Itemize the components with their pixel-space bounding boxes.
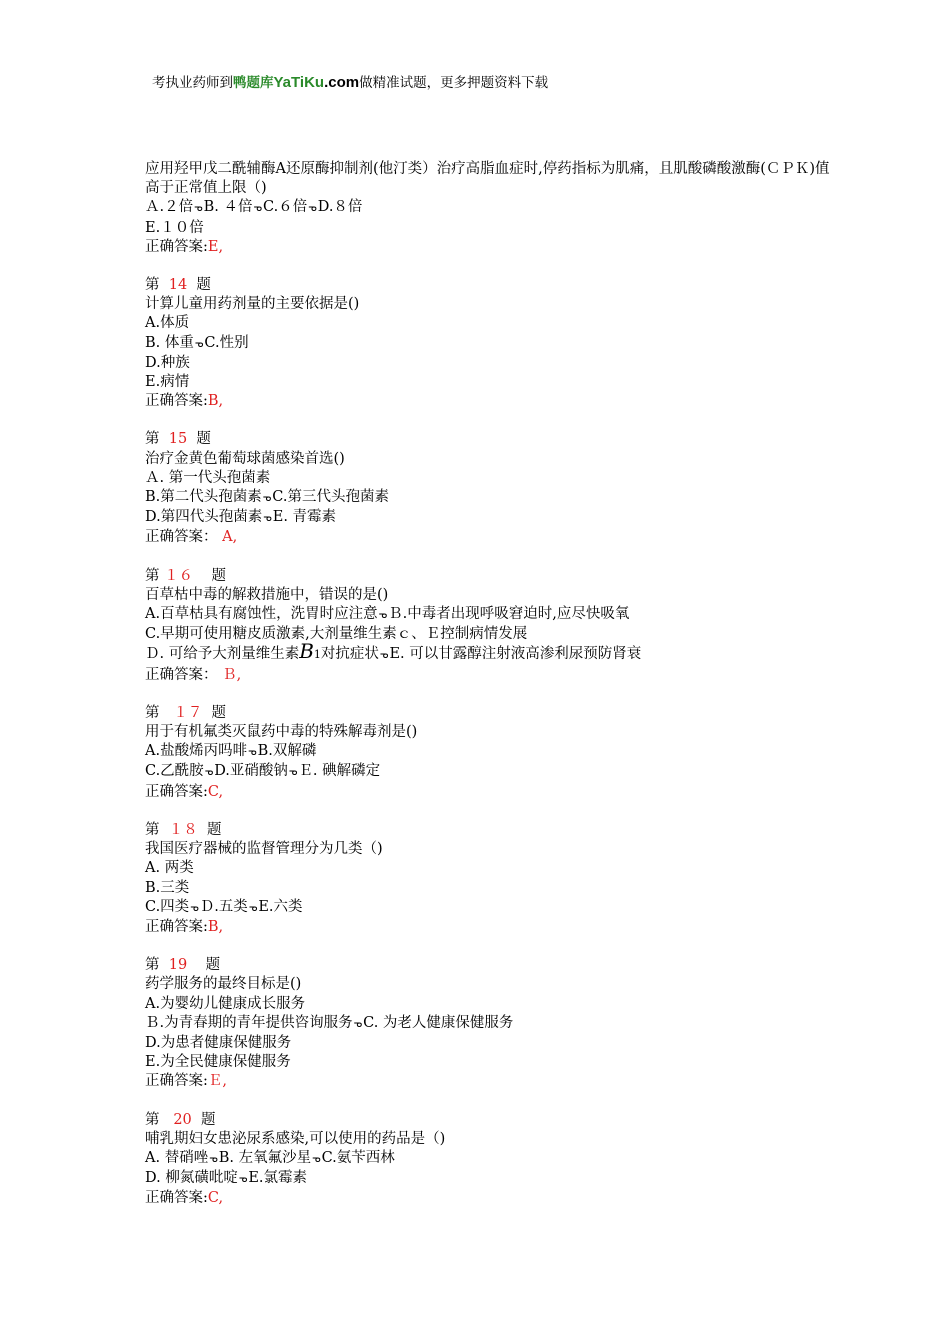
option-d-text-end: 对抗症状	[320, 646, 379, 663]
answer-value: C,	[207, 1190, 224, 1207]
answer-label: 正确答案:	[145, 1073, 208, 1090]
separator-icon: ᓀ	[248, 902, 258, 914]
question-19	[145, 956, 835, 1091]
question-text: 计算儿童用药剂量的主要依据是()	[145, 296, 360, 313]
option-d-text: Ｄ. 可给予大剂量维生素	[145, 646, 300, 663]
option-e: E.六类	[258, 898, 303, 915]
separator-icon: ᓀ	[238, 1174, 248, 1186]
answer-row	[145, 918, 835, 937]
option-a: Ａ.２倍	[145, 199, 194, 216]
option-row	[145, 639, 835, 665]
question-text: 应用羟甲戊二酰辅酶A还原酶抑制剂(他汀类）治疗高脂血症时,停药指标为肌痛，且肌酸磷酸激酶(ＣＰＫ)值高于正常值上限（)	[145, 161, 830, 197]
option-a: A.盐酸烯丙吗啡	[145, 743, 248, 760]
option-e: E. 可以甘露醇注射液高渗利尿预防肾衰	[389, 646, 642, 663]
option-b: Ｂ.为青春期的青年提供咨询服务	[145, 1014, 353, 1031]
answer-row	[145, 783, 835, 802]
option-d: D.第四代头孢菌素	[145, 509, 263, 526]
answer-label: 正确答案：	[145, 666, 218, 683]
option-d: D.亚硝酸钠	[214, 763, 288, 780]
separator-icon: ᓀ	[288, 767, 298, 779]
brand-name-cn[interactable]: 鸭题库	[233, 75, 274, 91]
banner-prefix: 考执业药师到	[152, 75, 233, 91]
answer-label: 正确答案：	[145, 529, 218, 546]
question-number	[145, 567, 835, 586]
separator-icon: ᓀ	[308, 203, 317, 215]
answer-row	[145, 1072, 835, 1091]
option-e: E.１０倍	[145, 219, 204, 236]
option-c: C. 为老人健康保健服务	[363, 1014, 514, 1031]
option-b: B.三类	[145, 879, 190, 896]
number-prefix: 第	[145, 567, 160, 584]
number-prefix: 第	[145, 431, 160, 448]
separator-icon: ᓀ	[209, 1153, 218, 1165]
separator-icon: ᓀ	[263, 513, 272, 525]
option-c: C.四类	[145, 898, 190, 915]
number-suffix: 题	[201, 1111, 216, 1128]
number-value: 14	[168, 277, 188, 294]
option-c: C.乙酰胺	[145, 763, 204, 780]
option-a: Ａ. 第一代头孢菌素	[145, 469, 271, 486]
number-prefix: 第	[145, 821, 160, 838]
question-15	[145, 430, 835, 547]
number-suffix: 题	[205, 957, 221, 974]
number-suffix: 题	[196, 431, 211, 448]
question-number	[145, 821, 835, 840]
option-row	[145, 334, 835, 354]
answer-row	[145, 238, 835, 257]
number-prefix: 第	[145, 704, 160, 721]
vitamin-b-symbol: B	[299, 639, 314, 664]
answer-value: B,	[207, 918, 224, 935]
number-value: 20	[173, 1111, 192, 1128]
number-prefix: 第	[145, 277, 160, 294]
separator-icon: ᓀ	[253, 203, 263, 215]
option-e: E.氯霉素	[248, 1170, 308, 1187]
number-value: 19	[168, 957, 188, 974]
question-17	[145, 704, 835, 802]
number-value: １６	[164, 567, 194, 584]
answer-label: 正确答案:	[145, 783, 208, 800]
brand-domain[interactable]: .com	[324, 74, 360, 91]
option-row	[145, 488, 835, 508]
number-suffix: 题	[211, 567, 227, 584]
option-row	[145, 198, 835, 218]
answer-row	[145, 1189, 835, 1208]
option-b: B.双解磷	[257, 743, 317, 760]
option-e: E.为全民健康保健服务	[145, 1054, 291, 1071]
separator-icon: ᓀ	[378, 610, 388, 622]
question-number	[145, 276, 835, 295]
number-suffix: 题	[196, 277, 211, 294]
separator-icon: ᓀ	[248, 747, 257, 759]
answer-value: C,	[207, 783, 224, 800]
answer-value: E,	[207, 238, 224, 255]
answer-value: Ｂ,	[222, 666, 242, 683]
option-d: D.为患者健康保健服务	[145, 1034, 292, 1051]
option-d	[145, 639, 379, 664]
answer-row	[145, 528, 835, 547]
option-c: C.第三代头孢菌素	[272, 489, 389, 506]
number-prefix: 第	[145, 957, 160, 974]
answer-label: 正确答案:	[145, 1190, 208, 1207]
separator-icon: ᓀ	[262, 493, 272, 505]
option-a: A. 两类	[145, 860, 194, 877]
option-row	[145, 508, 835, 528]
question-text: 药学服务的最终目标是()	[145, 976, 302, 993]
option-e: Ｅ. 碘解磷定	[298, 763, 381, 780]
question-text: 用于有机氟类灭鼠药中毒的特殊解毒剂是()	[145, 724, 418, 741]
option-a: A.为婴幼儿健康成长服务	[145, 995, 306, 1012]
question-number	[145, 1111, 835, 1130]
option-e: E. 青霉素	[272, 509, 337, 526]
option-c: C.６倍	[263, 199, 308, 216]
question-18	[145, 821, 835, 937]
option-a: A.体质	[145, 315, 190, 332]
answer-value: B,	[207, 393, 224, 410]
brand-name-en[interactable]: YaTiKu	[273, 74, 325, 91]
answer-label: 正确答案:	[145, 918, 208, 935]
separator-icon: ᓀ	[353, 1018, 363, 1030]
question-text: 百草枯中毒的解救措施中，错误的是()	[145, 586, 389, 603]
option-c: C.性别	[204, 334, 249, 351]
answer-value: Ｅ,	[207, 1073, 227, 1090]
number-value: １８	[168, 821, 198, 838]
question-20	[145, 1111, 835, 1209]
answer-label: 正确答案:	[145, 393, 208, 410]
option-row	[145, 1014, 835, 1034]
question-13	[145, 160, 835, 257]
answer-row	[145, 392, 835, 411]
number-value: １７	[173, 704, 203, 721]
option-b: B. ４倍	[203, 199, 253, 216]
option-e: E.病情	[145, 374, 190, 391]
option-row	[145, 898, 835, 918]
option-b: B. 体重	[145, 334, 194, 351]
question-text: 哺乳期妇女患泌尿系感染,可以使用的药品是（)	[145, 1130, 446, 1147]
option-row	[145, 1169, 835, 1189]
separator-icon: ᓀ	[312, 1153, 321, 1165]
question-text: 治疗金黄色葡萄球菌感染首选()	[145, 450, 345, 467]
question-number	[145, 956, 835, 975]
number-prefix: 第	[145, 1111, 160, 1128]
question-16	[145, 567, 835, 685]
option-a: A. 替硝唑	[145, 1149, 209, 1166]
option-b: B. 左氧氟沙星	[218, 1149, 312, 1166]
question-number	[145, 430, 835, 449]
banner-suffix: 做精准试题，更多押题资料下载	[359, 75, 549, 91]
option-d: D. 柳氮磺吡啶	[145, 1170, 238, 1187]
option-row	[145, 605, 835, 625]
option-a: A.百草枯具有腐蚀性，洗胃时应注意	[145, 606, 378, 623]
question-list	[145, 160, 835, 1209]
separator-icon: ᓀ	[194, 203, 203, 215]
option-d: Ｄ.五类	[199, 898, 248, 915]
option-d: D.８倍	[317, 199, 363, 216]
separator-icon: ᓀ	[190, 902, 199, 914]
separator-icon: ᓀ	[379, 650, 389, 662]
option-row	[145, 762, 835, 782]
option-b: B.第二代头孢菌素	[145, 489, 262, 506]
question-text: 我国医疗器械的监督管理分为几类（)	[145, 841, 383, 858]
number-value: 15	[168, 431, 188, 448]
number-suffix: 题	[206, 821, 222, 838]
option-row	[145, 742, 835, 762]
answer-label: 正确答案:	[145, 238, 208, 255]
answer-value: A,	[222, 529, 238, 546]
separator-icon: ᓀ	[204, 767, 214, 779]
option-c: C.早期可使用糖皮质激素,大剂量维生素ｃ、Ｅ控制病情发展	[145, 626, 528, 643]
separator-icon: ᓀ	[194, 338, 204, 350]
answer-row	[145, 666, 835, 685]
option-b: Ｂ.中毒者出现呼吸窘迫时,应尽快吸氧	[388, 606, 630, 623]
site-banner	[152, 71, 548, 91]
option-c: C.氨苄西林	[321, 1149, 395, 1166]
question-14	[145, 276, 835, 411]
option-d: D.种族	[145, 354, 190, 371]
question-number	[145, 704, 835, 723]
number-suffix: 题	[211, 704, 227, 721]
vitamin-b-subscript: 1	[313, 648, 321, 662]
option-row	[145, 1149, 835, 1169]
